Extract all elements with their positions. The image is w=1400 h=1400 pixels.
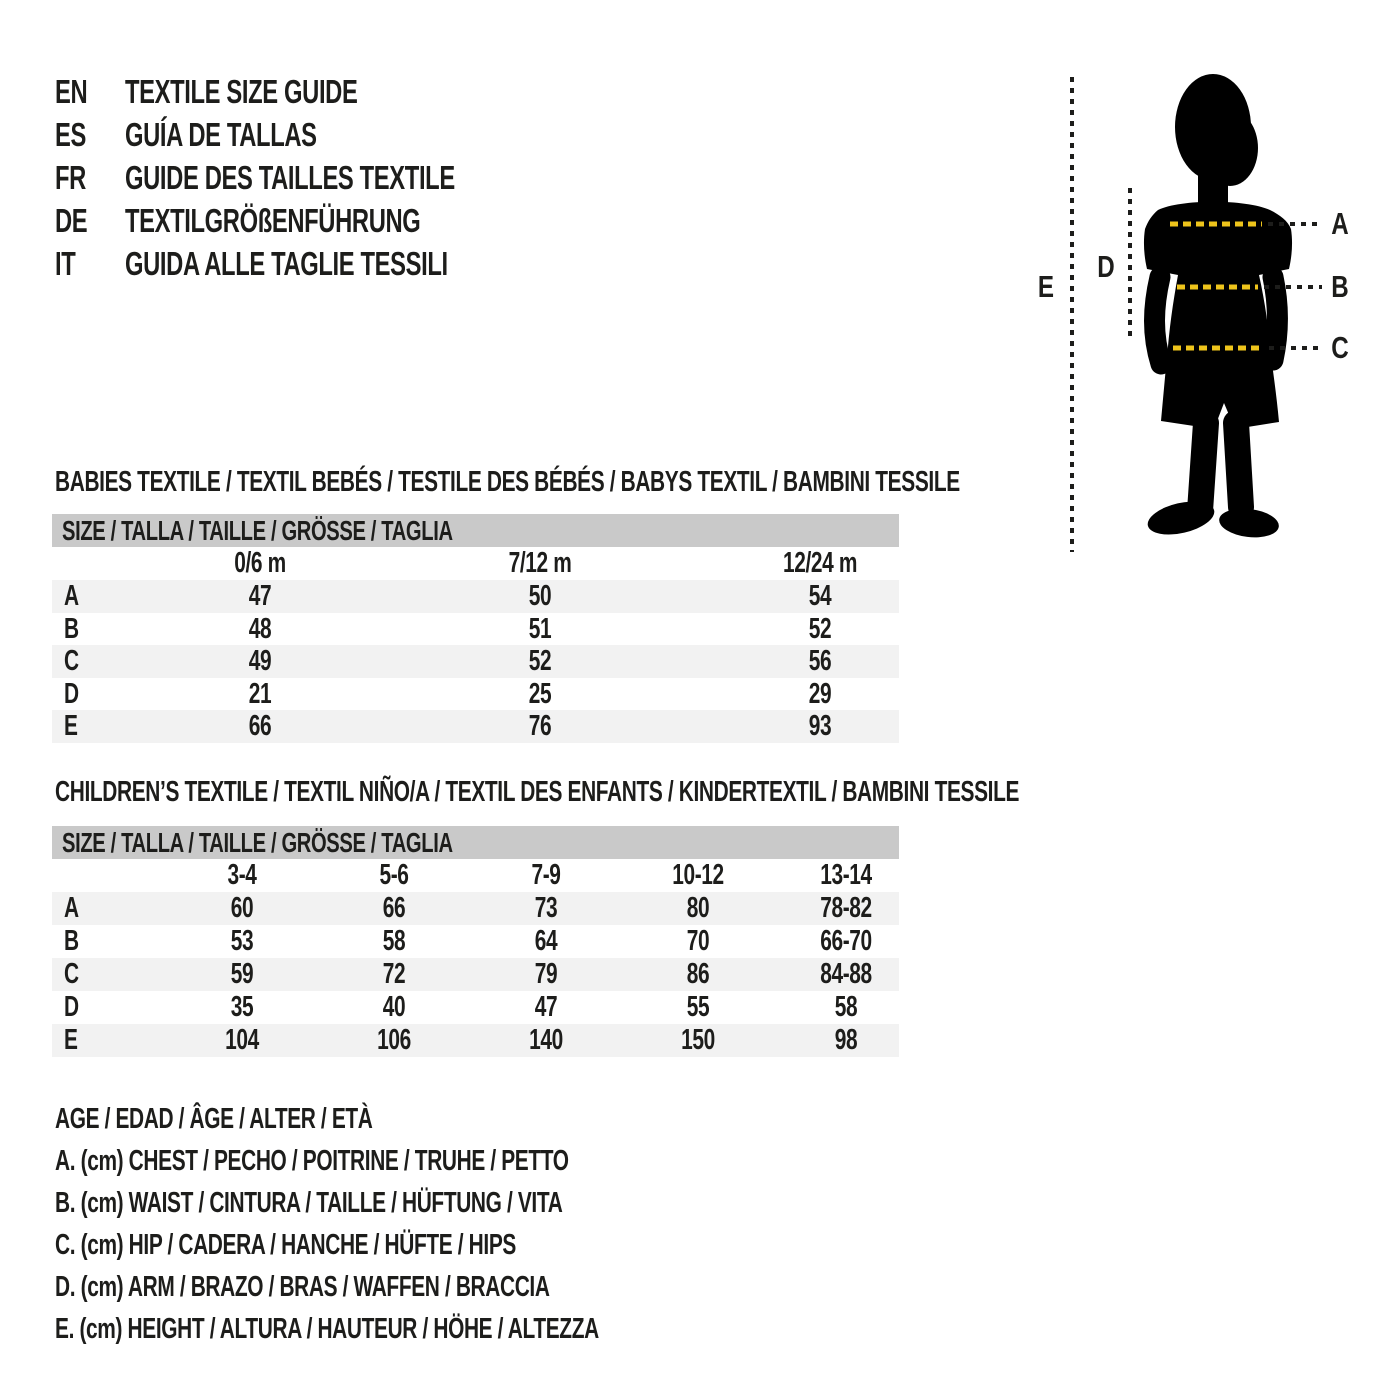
children-value-cell: 47 xyxy=(534,991,558,1023)
legend-item-a: A. (cm) CHEST / PECHO / POITRINE / TRUHE / PETTO xyxy=(55,1145,569,1177)
babies-value-cell: 21 xyxy=(248,677,272,710)
children-column-header: 10-12 xyxy=(672,859,724,891)
row-label: C xyxy=(64,645,79,677)
babies-value-cell: 76 xyxy=(528,710,552,742)
children-column-header: 13-14 xyxy=(820,859,872,891)
children-value-cell: 59 xyxy=(230,958,254,990)
children-value-cell: 80 xyxy=(686,892,710,924)
babies-table-row-d xyxy=(52,678,899,711)
babies-value-cell: 66 xyxy=(248,710,272,742)
children-value-cell: 104 xyxy=(225,1024,259,1056)
row-label: A xyxy=(64,580,79,612)
babies-value-cell: 52 xyxy=(808,612,832,645)
children-value-cell: 78-82 xyxy=(820,892,872,924)
row-label: E xyxy=(64,710,78,742)
children-value-cell: 53 xyxy=(230,925,254,957)
children-value-cell: 66-70 xyxy=(820,925,872,957)
legend-age-header: AGE / EDAD / ÂGE / ALTER / ETÀ xyxy=(55,1103,373,1135)
children-column-header: 3-4 xyxy=(227,859,257,891)
language-guide-title: TEXTILE SIZE GUIDE xyxy=(125,73,358,110)
language-code: DE xyxy=(55,202,88,239)
language-code: EN xyxy=(55,73,88,110)
children-value-cell: 84-88 xyxy=(820,958,872,990)
babies-value-cell: 54 xyxy=(808,580,832,612)
babies-column-header-row xyxy=(52,547,899,580)
babies-value-cell: 25 xyxy=(528,677,552,710)
children-table-row-a xyxy=(52,892,899,925)
measure-label-d: D xyxy=(1097,249,1115,284)
language-guide-title: TEXTILGRÖßENFÜHRUNG xyxy=(125,202,421,239)
language-guide-title: GUIDE DES TAILLES TEXTILE xyxy=(125,159,455,196)
language-guide-title: GUIDA ALLE TAGLIE TESSILI xyxy=(125,245,448,282)
children-value-cell: 86 xyxy=(686,958,710,990)
row-label: C xyxy=(64,958,79,990)
children-table-row-d xyxy=(52,991,899,1024)
babies-value-cell: 50 xyxy=(528,580,552,612)
measure-label-e: E xyxy=(1037,269,1055,304)
legend-item-e: E. (cm) HEIGHT / ALTURA / HAUTEUR / HÖHE / ALTEZZA xyxy=(55,1313,599,1345)
babies-size-header-bar: SIZE / TALLA / TAILLE / GRÖSSE / TAGLIA xyxy=(52,514,899,547)
children-column-header: 7-9 xyxy=(531,859,561,891)
children-table-row-e xyxy=(52,1024,899,1057)
children-value-cell: 72 xyxy=(382,958,406,990)
legend-item-d: D. (cm) ARM / BRAZO / BRAS / WAFFEN / BRACCIA xyxy=(55,1271,550,1303)
babies-section-title: BABIES TEXTILE / TEXTIL BEBÉS / TESTILE DES BÉBÉS / BABYS TEXTIL / BAMBINI TESSILE xyxy=(55,466,960,498)
children-section-title: CHILDREN’S TEXTILE / TEXTIL NIÑO/A / TEXTIL DES ENFANTS / KINDERTEXTIL / BAMBINI TESSILE xyxy=(55,776,1020,808)
babies-value-cell: 47 xyxy=(248,580,272,612)
row-label: B xyxy=(64,612,79,645)
children-value-cell: 73 xyxy=(534,892,558,924)
children-value-cell: 70 xyxy=(686,925,710,957)
language-code: FR xyxy=(55,159,86,196)
children-table-row-c xyxy=(52,958,899,991)
language-code: ES xyxy=(55,116,86,153)
babies-column-header: 12/24 m xyxy=(782,547,858,579)
babies-column-header: 7/12 m xyxy=(508,547,572,579)
row-label: D xyxy=(64,991,79,1023)
children-value-cell: 35 xyxy=(230,991,254,1023)
babies-value-cell: 52 xyxy=(528,645,552,677)
children-column-header: 5-6 xyxy=(379,859,409,891)
legend-item-c: C. (cm) HIP / CADERA / HANCHE / HÜFTE / HIPS xyxy=(55,1229,516,1261)
children-value-cell: 58 xyxy=(382,925,406,957)
measure-label-c: C xyxy=(1331,330,1349,365)
babies-table-row-e xyxy=(52,710,899,743)
row-label: D xyxy=(64,677,79,710)
children-value-cell: 55 xyxy=(686,991,710,1023)
babies-value-cell: 48 xyxy=(248,612,272,645)
babies-table-row-a xyxy=(52,580,899,613)
children-value-cell: 140 xyxy=(529,1024,563,1056)
babies-value-cell: 29 xyxy=(808,677,832,710)
children-column-header-row xyxy=(52,859,899,892)
babies-value-cell: 49 xyxy=(248,645,272,677)
language-guide-title: GUÍA DE TALLAS xyxy=(125,116,317,153)
babies-value-cell: 51 xyxy=(528,612,552,645)
children-value-cell: 64 xyxy=(534,925,558,957)
language-code: IT xyxy=(55,245,76,282)
row-label: A xyxy=(64,892,79,924)
babies-value-cell: 93 xyxy=(808,710,832,742)
babies-column-header: 0/6 m xyxy=(234,547,286,579)
babies-value-cell: 56 xyxy=(808,645,832,677)
children-value-cell: 40 xyxy=(382,991,406,1023)
legend-item-b: B. (cm) WAIST / CINTURA / TAILLE / HÜFTUNG / VITA xyxy=(55,1187,563,1219)
children-value-cell: 150 xyxy=(681,1024,715,1056)
children-value-cell: 58 xyxy=(834,991,858,1023)
row-label: B xyxy=(64,925,79,957)
children-value-cell: 106 xyxy=(377,1024,411,1056)
children-value-cell: 79 xyxy=(534,958,558,990)
babies-table-row-b xyxy=(52,613,899,646)
row-label: E xyxy=(64,1024,78,1056)
measure-label-b: B xyxy=(1331,269,1349,304)
children-value-cell: 98 xyxy=(834,1024,858,1056)
children-value-cell: 66 xyxy=(382,892,406,924)
babies-table-row-c xyxy=(52,645,899,678)
children-table-row-b xyxy=(52,925,899,958)
measure-label-a: A xyxy=(1331,206,1349,241)
children-value-cell: 60 xyxy=(230,892,254,924)
children-size-header-bar: SIZE / TALLA / TAILLE / GRÖSSE / TAGLIA xyxy=(52,826,899,859)
